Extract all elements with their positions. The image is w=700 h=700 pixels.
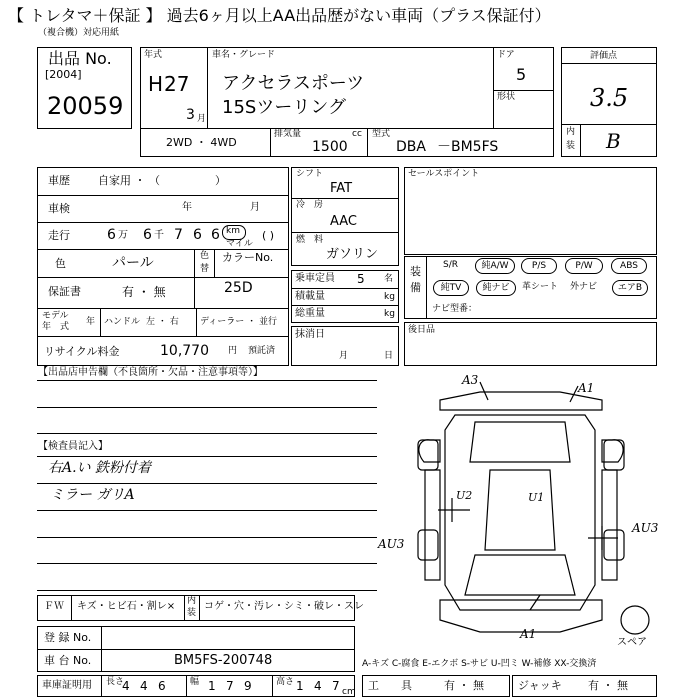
type-prefix: DBA xyxy=(396,139,426,155)
mileage-digit-3: 6 xyxy=(211,227,220,243)
load-label: 積載量 xyxy=(295,291,325,302)
equip-ext-navi: 外ナビ xyxy=(570,282,598,292)
cert-len-label: 長さ xyxy=(106,677,125,687)
inspection-month: 月 xyxy=(250,202,260,213)
equipment-label-2: 備 xyxy=(410,281,421,294)
jack-label: ジャッキ xyxy=(518,679,562,692)
model-label: 車名・グレード xyxy=(212,50,276,60)
shift-value: FAT xyxy=(330,181,353,196)
equip-navi: 純ナビ xyxy=(476,280,516,296)
shape-label: 形状 xyxy=(497,92,516,102)
fuel-value: ガソリン xyxy=(326,247,379,262)
model-year-label-1: モデル xyxy=(42,311,69,321)
equip-airbag: エアB xyxy=(612,280,648,296)
cert-len-3: 6 xyxy=(158,679,166,693)
cert-height-label: 高さ xyxy=(276,677,295,687)
inspector-note-2: ミラー ガリA xyxy=(50,487,135,503)
color-no-label: カラーNo. xyxy=(222,251,274,264)
capacity-label: 乗車定員 xyxy=(295,273,335,284)
inspection-year: 年 xyxy=(182,202,192,213)
cert-height-2: 4 xyxy=(314,679,322,693)
model-year-year: 年 xyxy=(86,317,96,327)
inspector-label: 【検査員記入】 xyxy=(38,441,108,452)
interior-label-1: 内 xyxy=(566,127,576,137)
history-value: 自家用 ・ （ ） xyxy=(98,174,226,187)
year-value: 27 xyxy=(164,72,190,96)
doors-label: ドア xyxy=(497,50,515,60)
jack-value: 有 ・ 無 xyxy=(588,679,628,692)
recycle-note: 預託済 xyxy=(248,346,276,356)
model-grade: 15Sツーリング xyxy=(222,97,346,118)
mileage-digit-2: 6 xyxy=(193,227,202,243)
handle-lr: 左 ・ 右 xyxy=(146,317,179,327)
diagram-mark-a1-bottom: A1 xyxy=(520,627,537,641)
color-value: パール xyxy=(112,255,154,271)
load-unit: kg xyxy=(384,292,395,302)
model-year-label-2: 年 式 xyxy=(42,322,70,332)
fuel-label: 燃 料 xyxy=(296,235,324,245)
arrival-label: 後日品 xyxy=(408,325,436,335)
mileage-man-unit: 万 xyxy=(118,230,128,241)
capacity-value: 5 xyxy=(357,272,365,286)
displacement-unit: cc xyxy=(352,129,362,139)
lot-number: 20059 xyxy=(47,92,124,120)
registration-label: 登 録 No. xyxy=(44,631,92,644)
lot-year-stamp: [2004] xyxy=(45,68,82,81)
sales-point-box xyxy=(404,167,657,255)
mileage-unit-km: km xyxy=(226,226,240,236)
year-era: H xyxy=(148,72,164,96)
lot-label: 出品 No. xyxy=(48,49,112,68)
warranty-label: 保証書 xyxy=(48,285,81,298)
header-title: 【 トレタマ＋保証 】 過去6ヶ月以上AA出品歴がない車両（プラス保証付） xyxy=(8,6,551,25)
inspection-label: 車検 xyxy=(48,202,70,215)
tools-value: 有 ・ 無 xyxy=(444,679,484,692)
displacement-value: 1500 xyxy=(312,139,348,155)
car-diagram xyxy=(380,370,672,660)
deregister-day: 日 xyxy=(384,351,394,361)
diagram-mark-u1: U1 xyxy=(528,491,545,504)
equip-power-steering: P/S xyxy=(521,258,557,274)
cert-width-3: 9 xyxy=(244,679,252,693)
type-value: －BM5FS xyxy=(437,139,499,155)
equipment-label-1: 装 xyxy=(410,265,421,278)
cert-height-3: 7 xyxy=(332,679,340,693)
ac-value: AAC xyxy=(330,214,357,229)
recycle-value: 10,770 xyxy=(160,343,209,359)
damage-legend: A-キズ C-腐食 E-エクボ S-サビ U-凹ミ W-補修 XX-交換済 xyxy=(362,659,597,669)
spare-label: スペア xyxy=(617,637,647,648)
equip-tv: 純TV xyxy=(433,280,469,296)
mileage-digit-1: 7 xyxy=(174,227,183,243)
equip-alloy-wheel: 純A/W xyxy=(475,258,515,274)
chassis-value: BM5FS-200748 xyxy=(174,653,273,668)
fw-defects: キズ・ヒビ石・割レ× xyxy=(77,601,176,612)
history-label: 車歴 xyxy=(48,174,70,187)
fw-interior-defects: コゲ・穴・汚レ・シミ・破レ・スレ xyxy=(204,601,364,612)
interior-label-2: 装 xyxy=(566,141,576,151)
color-change-2: 替 xyxy=(200,264,210,274)
rating-label: 評価点 xyxy=(590,51,618,61)
mileage-man: 6 xyxy=(107,227,116,243)
year-month: 3 xyxy=(186,107,195,123)
handle-label: ハンドル xyxy=(104,317,141,327)
fw-inner-2: 装 xyxy=(187,608,197,618)
arrival-box xyxy=(404,322,657,366)
tools-label: 工 具 xyxy=(368,679,412,692)
diagram-mark-u2: U2 xyxy=(456,489,473,502)
sales-point-label: セールスポイント xyxy=(408,169,480,179)
equip-abs: ABS xyxy=(611,258,647,274)
mileage-sen-unit: 千 xyxy=(154,230,164,241)
certificate-label: 車庫証明用 xyxy=(42,680,92,691)
diagram-mark-au3-right: AU3 xyxy=(632,521,659,535)
deregister-month: 月 xyxy=(339,351,349,361)
ac-label: 冷 房 xyxy=(296,200,324,210)
year-label: 年式 xyxy=(144,50,163,60)
diagram-mark-a1-top: A1 xyxy=(578,381,595,395)
fw-label: ＦＷ xyxy=(44,601,64,612)
capacity-unit: 名 xyxy=(384,274,394,284)
diagram-mark-a3-top: A3 xyxy=(462,373,479,387)
year-month-unit: 月 xyxy=(197,114,207,124)
warranty-value: 有 ・ 無 xyxy=(122,285,166,299)
color-change-1: 色 xyxy=(200,251,210,261)
deregister-label: 抹消日 xyxy=(295,329,325,340)
diagram-mark-au3-left: AU3 xyxy=(378,537,405,551)
chassis-label: 車 台 No. xyxy=(44,654,92,667)
color-label: 色 xyxy=(55,257,66,270)
mileage-unit-mile: マイル xyxy=(226,239,253,249)
doors-value: 5 xyxy=(516,65,527,84)
cert-len-2: 4 xyxy=(140,679,148,693)
gross-label: 総重量 xyxy=(295,308,325,319)
cert-height-1: 1 xyxy=(296,679,304,693)
navi-model-label: ナビ型番： xyxy=(432,304,478,314)
mileage-label: 走行 xyxy=(48,229,70,242)
cert-width-2: 7 xyxy=(226,679,234,693)
seller-notes-label: 【出品店申告欄（不良箇所・欠品・注意事項等）】 xyxy=(38,367,263,378)
fw-inner-1: 内 xyxy=(187,596,197,606)
equip-power-window: P/W xyxy=(565,258,603,274)
shift-label: シフト xyxy=(296,169,324,179)
dealer-label: ディーラー ・ 並行 xyxy=(200,317,278,327)
rating-score: 3.5 xyxy=(590,84,629,112)
displacement-label: 排気量 xyxy=(274,129,302,139)
cert-width-1: 1 xyxy=(208,679,216,693)
type-label: 型式 xyxy=(372,129,391,139)
gross-unit: kg xyxy=(384,309,395,319)
recycle-label: リサイクル料金 xyxy=(44,345,120,358)
cert-unit: cm xyxy=(342,687,356,697)
cert-width-label: 幅 xyxy=(190,677,200,687)
inspector-note-1: 右A.い 鉄粉付着 xyxy=(48,460,152,476)
recycle-unit: 円 xyxy=(228,346,238,356)
model-name: アクセラスポーツ xyxy=(222,73,365,94)
mileage-sen: 6 xyxy=(143,227,152,243)
corner-note: （複合機）対応用紙 xyxy=(38,28,120,38)
color-no-value: 25D xyxy=(224,280,253,296)
equip-leather: 革シート xyxy=(522,282,559,292)
drive-text: 2WD ・ 4WD xyxy=(166,136,237,149)
cert-len-1: 4 xyxy=(122,679,130,693)
equip-sr: S/R xyxy=(443,260,458,270)
interior-score: B xyxy=(606,129,621,153)
